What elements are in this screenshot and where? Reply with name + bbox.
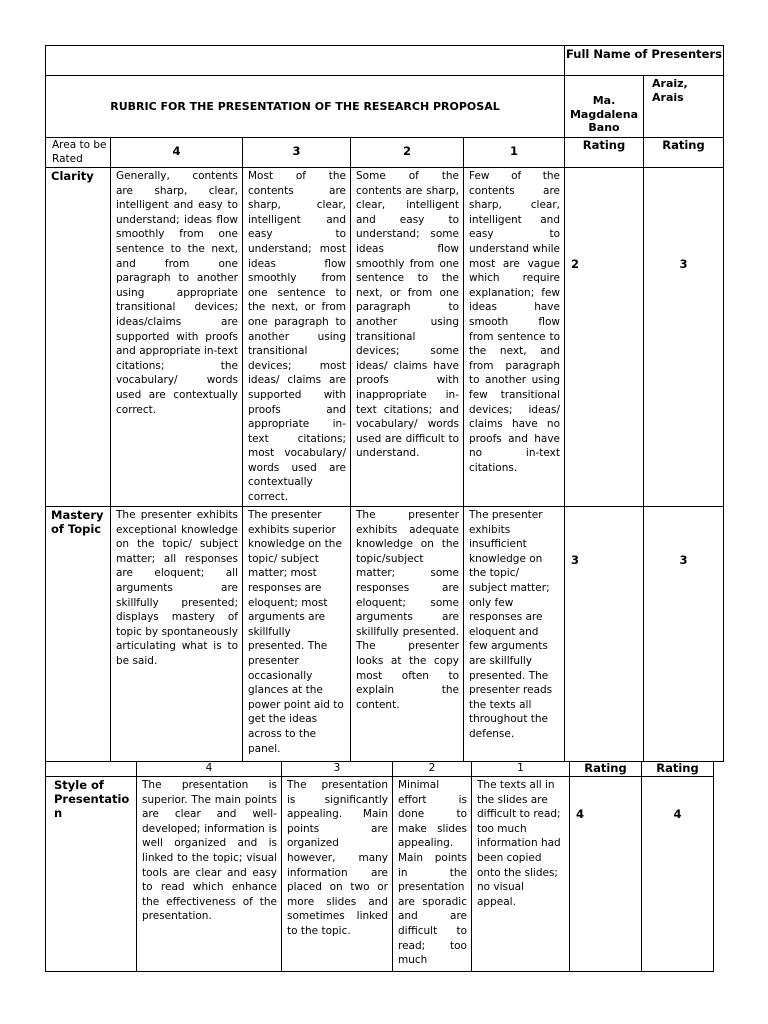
clarity-rating-presenter-1: 2: [564, 167, 644, 507]
presenter-2-name: Araiz, Arais: [643, 75, 724, 138]
mastery-descriptor-3: The presenter exhibits superior knowledge on the topic/ subject matter; most responses are eloquent; most arguments are skillfully presented. The presenter occasionally glances at the power point aid to get the ideas across to the panel.: [242, 506, 351, 762]
style-descriptor-2: Minimal effort is done to make slides appealing. Main points in the presentation are sporadic and are difficult to read; too much: [392, 776, 472, 972]
mastery-descriptor-4: The presenter exhibits exceptional knowledge on the topic/ subject matter; all responses are eloquent; all arguments are skillfully presented; displays mastery of topic by spontaneously articulating what is to be said.: [110, 506, 243, 762]
mastery-descriptor-1: The presenter exhibits insufficient knowledge on the topic/ subject matter; only few responses are eloquent and few arguments are skillfully presented. The presenter reads the texts all throughout the defense.: [463, 506, 565, 762]
clarity-descriptor-3: Most of the contents are sharp, clear, intelligent and easy to understand; most ideas flow smoothly from one sentence to the next, or from one paragraph to another using transitional devices; most ideas/ claims are supported with proofs and appropriate in-text citations; most vocabulary/ words used are contextually correct.: [242, 167, 351, 507]
mastery-descriptor-2: The presenter exhibits adequate knowledge on the topic/subject matter; some responses are eloquent; some arguments are skillfully presented. The presenter looks at the copy most often to explain the content.: [350, 506, 464, 762]
mastery-rating-presenter-2: 3: [643, 506, 724, 762]
style-descriptor-3: The presentation is significantly appealing. Main points are organized however, many information are placed on two or more slides and sometimes linked to the topic.: [281, 776, 393, 972]
scale-2-header: 2: [350, 137, 464, 168]
scale-1-header-2: 1: [471, 761, 570, 777]
scale-2-header-2: 2: [392, 761, 472, 777]
scale-1-header: 1: [463, 137, 565, 168]
scale-3-header-2: 3: [281, 761, 393, 777]
rating-header-2-presenter-1: Rating: [569, 761, 642, 777]
presenter-1-name: Ma. Magdalena Bano: [564, 75, 644, 138]
rating-header-2-presenter-2: Rating: [641, 761, 714, 777]
scale-4-header: 4: [110, 137, 243, 168]
clarity-rating-presenter-2: 3: [643, 167, 724, 507]
area-clarity: Clarity: [45, 167, 111, 507]
header-blank-cell: [45, 45, 565, 76]
area-to-be-rated-label: Area to be Rated: [45, 137, 111, 168]
clarity-descriptor-1: Few of the contents are sharp, clear, intelligent and easy to understand while most are vague which require explanation; few ideas have smooth flow from sentence to the next, and from paragraph to another using few transitional devices; ideas/ claims have no proofs and have no in-text citations.: [463, 167, 565, 507]
style-descriptor-1: The texts all in the slides are difficult to read; too much information had been copied onto the slides; no visual appeal.: [471, 776, 570, 972]
rating-header-presenter-2: Rating: [643, 137, 724, 168]
scale-3-header: 3: [242, 137, 351, 168]
scale-4-header-2: 4: [136, 761, 282, 777]
style-rating-presenter-2: 4: [641, 776, 714, 972]
rubric-title: RUBRIC FOR THE PRESENTATION OF THE RESEARCH PROPOSAL: [45, 75, 565, 138]
area-style-of-presentation: Style of Presentatio n: [45, 776, 137, 972]
area-mastery-of-topic: Mastery of Topic: [45, 506, 111, 762]
section-2-blank-area-header: [45, 761, 137, 777]
rating-header-presenter-1: Rating: [564, 137, 644, 168]
style-descriptor-4: The presentation is superior. The main points are clear and well-developed; information is well organized and is linked to the topic; visual tools are clear and easy to read which enhance the effectiveness of the presentation.: [136, 776, 282, 972]
style-rating-presenter-1: 4: [569, 776, 642, 972]
full-name-label: Full Name of Presenters: [564, 45, 724, 76]
clarity-descriptor-2: Some of the contents are sharp, clear, intelligent and easy to understand; some ideas flow smoothly from one sentence to the next, or from one paragraph to another using transitional devices; some ideas/ claims have proofs with inappropriate in-text citations; and vocabulary/ words used are difficult to understand.: [350, 167, 464, 507]
mastery-rating-presenter-1: 3: [564, 506, 644, 762]
clarity-descriptor-4: Generally, contents are sharp, clear, intelligent and easy to understand; ideas flow smoothly from one sentence to the next, and from one paragraph to another using appropriate transitional devices; ideas/claims are supported with proofs and appropriate in-text citations; the vocabulary/ words used are contextually correct.: [110, 167, 243, 507]
